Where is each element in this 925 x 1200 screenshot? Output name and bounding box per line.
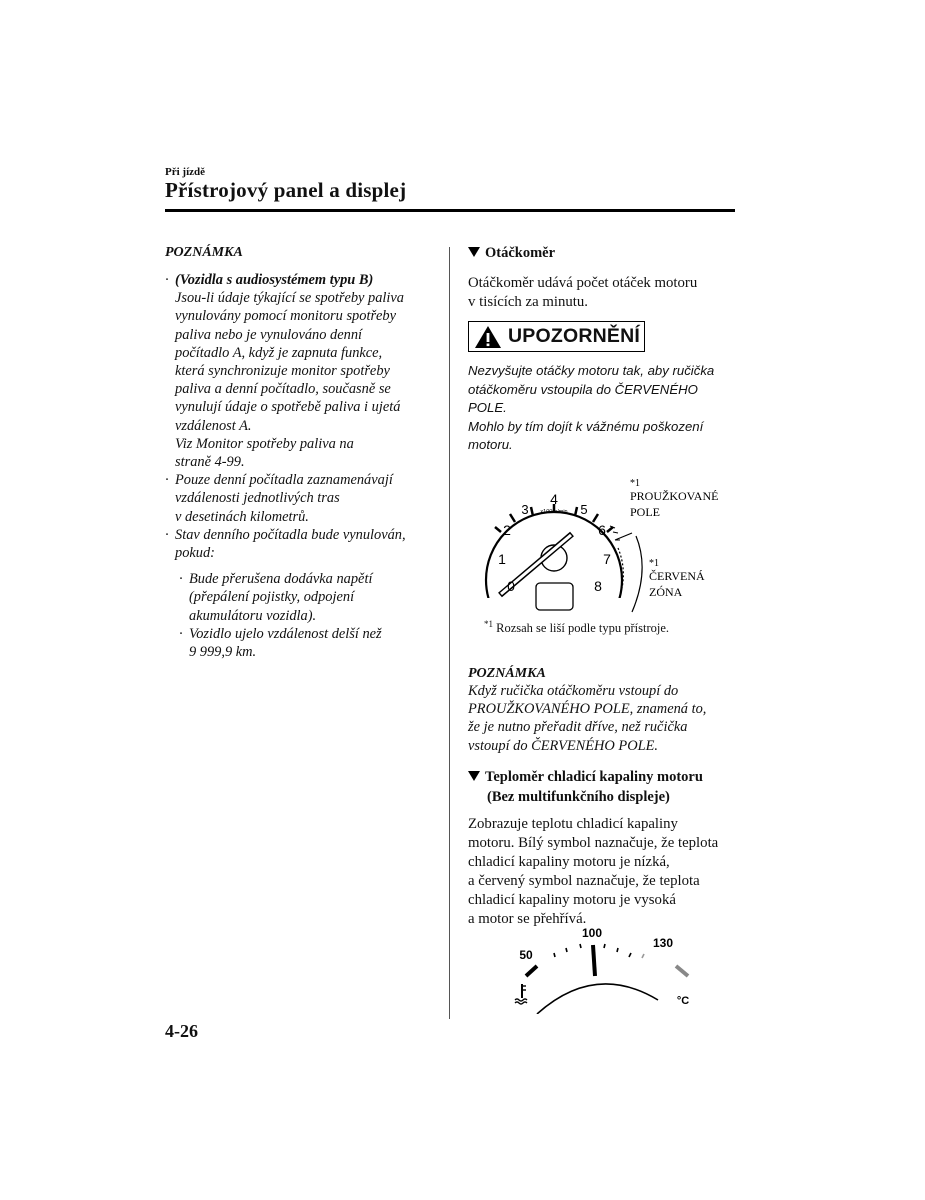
note-heading: POZNÁMKA	[165, 245, 243, 260]
note-line: vstoupí do ČERVENÉHO POLE.	[468, 737, 659, 754]
note-item: · Pouze denní počítadla zaznamenávají vzdálenosti jednotlivých tras v desetinách kilometrů.	[165, 471, 435, 526]
tach-number: 6	[598, 522, 606, 538]
warning-triangle-icon	[474, 325, 502, 349]
triangle-down-icon	[468, 247, 480, 257]
temp-high-mark	[676, 966, 688, 976]
tachometer-figure	[460, 470, 740, 620]
note-line: vzdálenost A.	[175, 417, 252, 434]
note-line: vynulovány pomocí monitoru spotřeby	[175, 308, 397, 325]
tach-description: Otáčkoměr udává počet otáček motoru v tisících za minutu.	[468, 275, 698, 310]
note-line: akumulátoru vozidla).	[189, 607, 317, 624]
note-item-lead: (Vozidla s audiosystémem typu B)	[175, 272, 374, 288]
right-note	[468, 666, 738, 755]
tach-number: 1	[498, 551, 506, 567]
note-line: Bude přerušena dodávka napětí	[189, 571, 373, 588]
note-item: · (Vozidla s audiosystémem typu B) Jsou-li údaje týkající se spotřeby paliva vynulovány pomocí monitoru spotřeby paliva nebo je vynulováno denní počítadlo A, když je zapnuta funkce, která synchronizuje monitor spotřeby paliva a denní počítadlo, současně se vynulují údaje o spotřebě paliva i ujetá vzdálenost A. Viz Monitor spotřeby paliva na straně 4-99.	[165, 271, 435, 471]
note-line: pokud:	[175, 545, 215, 562]
temp-needle	[593, 945, 595, 976]
temperature-gauge-figure	[505, 922, 705, 1014]
temp-label-mid: 100	[581, 926, 603, 940]
note-sub-item: · Vozidlo ujelo vzdálenost delší než 9 999,9 km.	[165, 625, 435, 661]
page-title: Přístrojový panel a displej	[165, 178, 407, 202]
temp-low-mark	[526, 966, 537, 976]
note-line: Stav denního počítadla bude vynulován,	[175, 526, 406, 543]
warning-label: UPOZORNĚNÍ	[508, 325, 641, 347]
note-line: straně 4-99.	[175, 454, 245, 471]
tach-number: 5	[580, 502, 588, 517]
striped-zone-label: PROUŽKOVANÉ	[630, 489, 719, 503]
column-divider	[449, 247, 450, 1019]
tach-footnote: $^{*1}$ Rozsah se liší podle typu přístroje.	[484, 619, 670, 636]
tach-number: 8	[594, 578, 602, 594]
tach-heading: Otáčkoměr	[468, 245, 555, 262]
striped-zone-label: POLE	[630, 505, 660, 519]
note-heading: POZNÁMKA	[468, 666, 546, 681]
asterisk-mark: *1	[649, 558, 659, 569]
tach-number: 0	[507, 578, 515, 594]
note-line: že je nutno přeřadit dříve, než ručička	[468, 719, 688, 736]
left-note	[165, 245, 435, 661]
tach-number: 7	[603, 551, 611, 567]
note-item: · Stav denního počítadla bude vynulován, pokud:	[165, 526, 435, 562]
title-rule	[165, 209, 735, 212]
note-sub-item: · Bude přerušena dodávka napětí (přepálení pojistky, odpojení akumulátoru vozidla).	[165, 570, 435, 625]
coolant-temperature-icon	[515, 984, 527, 1004]
warning-box	[468, 321, 645, 352]
temp-description: Zobrazuje teplotu chladicí kapaliny motoru. Bílý symbol naznačuje, že teplota chladicí kapaliny motoru je nízká, a červený symbol naznačuje, že teplota chladicí kapaliny motoru je vysoká a motor se přehřívá.	[468, 816, 719, 927]
tach-number: 3	[521, 502, 529, 517]
page-number: 4-26	[165, 1021, 198, 1041]
note-line: PROUŽKOVANÉHO POLE, znamená to,	[468, 701, 707, 718]
temp-unit: °C	[676, 995, 690, 1007]
section-label: Při jízdě	[165, 166, 206, 178]
note-line: Viz Monitor spotřeby paliva na	[175, 435, 354, 452]
note-line: Vozidlo ujelo vzdálenost delší než	[189, 625, 382, 642]
note-line: která synchronizuje monitor spotřeby	[175, 363, 390, 380]
note-line: v desetinách kilometrů.	[175, 508, 309, 525]
note-line: Když ručička otáčkoměru vstoupí do	[468, 683, 679, 699]
warning-text: Nezvyšujte otáčky motoru tak, aby ručička otáčkoměru vstoupila do ČERVENÉHO POLE. Mohlo by tím dojít k vážnému poškození motoru.	[468, 363, 715, 452]
temp-label-low: 50	[519, 948, 533, 962]
note-line: počítadlo A, když je zapnuta funkce,	[175, 344, 383, 361]
temp-heading: Teploměr chladicí kapaliny motoru (Bez multifunkčního displeje)	[468, 768, 703, 807]
tach-unit: x1000r/min	[540, 509, 568, 515]
tach-number: 4	[550, 491, 558, 507]
red-zone-label: ZÓNA	[649, 585, 683, 599]
asterisk-mark: *1	[630, 478, 640, 489]
note-line: paliva a denní počítadlo, současně se	[175, 381, 391, 398]
note-line: 9 999,9 km.	[189, 644, 257, 661]
note-line: Jsou-li údaje týkající se spotřeby paliva	[175, 290, 404, 307]
tach-number: 2	[503, 522, 511, 538]
temp-label-high: 130	[652, 936, 674, 950]
triangle-down-icon	[468, 771, 480, 781]
note-line: (přepálení pojistky, odpojení	[189, 589, 355, 606]
note-line: Pouze denní počítadla zaznamenávají	[175, 472, 393, 489]
note-line: vzdálenosti jednotlivých tras	[175, 490, 340, 507]
note-line: vynulují údaje o spotřebě paliva i ujetá	[175, 399, 401, 416]
note-line: paliva nebo je vynulováno denní	[175, 326, 363, 343]
tach-display-window	[536, 583, 573, 610]
red-zone-label: ČERVENÁ	[649, 569, 705, 583]
